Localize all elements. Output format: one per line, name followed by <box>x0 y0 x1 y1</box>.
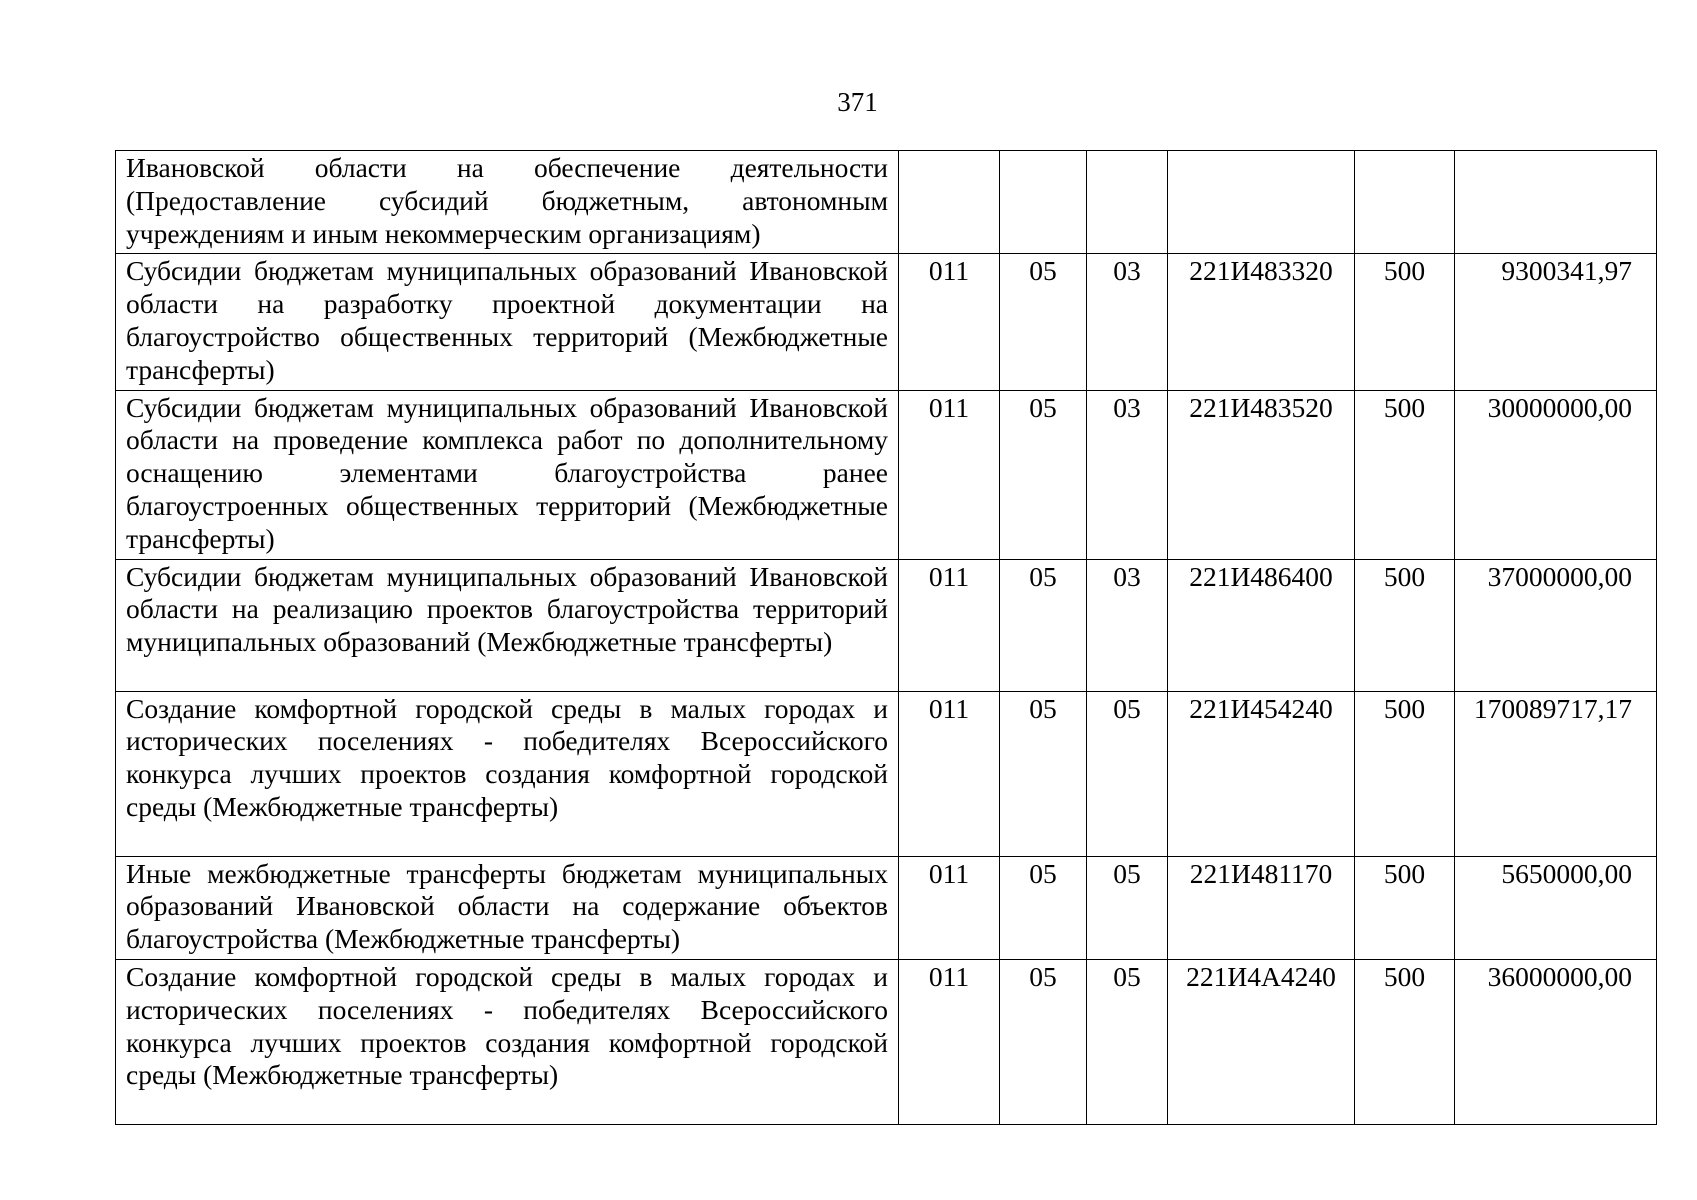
row-subsection-code: 03 <box>1087 390 1168 559</box>
row-section-code: 05 <box>1000 559 1087 691</box>
row-section-code: 05 <box>1000 856 1087 959</box>
row-expense-type: 500 <box>1355 559 1455 691</box>
row-description: Иные межбюджетные трансферты бюджетам муниципальных образований Ивановской области на содержание объектов благоустройства (Межбюджетные трансферты) <box>116 856 899 959</box>
row-subsection-code: 05 <box>1087 959 1168 1124</box>
row-ministry-code: 011 <box>899 691 1000 856</box>
row-subsection-code <box>1087 151 1168 254</box>
table-row <box>116 559 1657 691</box>
row-target-article: 221И4А4240 <box>1168 959 1355 1124</box>
table-row <box>116 254 1657 390</box>
row-amount: 170089717,17 <box>1455 691 1657 856</box>
row-subsection-code: 05 <box>1087 691 1168 856</box>
table-row <box>116 151 1657 254</box>
row-expense-type: 500 <box>1355 254 1455 390</box>
row-description: Создание комфортной городской среды в малых городах и исторических поселениях - победителях Всероссийского конкурса лучших проектов создания комфортной городской среды (Межбюджетные трансферты) <box>116 691 899 856</box>
row-expense-type: 500 <box>1355 856 1455 959</box>
row-expense-type: 500 <box>1355 390 1455 559</box>
row-target-article: 221И483520 <box>1168 390 1355 559</box>
row-subsection-code: 03 <box>1087 254 1168 390</box>
row-ministry-code: 011 <box>899 959 1000 1124</box>
table-row <box>116 390 1657 559</box>
table-row <box>116 691 1657 856</box>
row-ministry-code: 011 <box>899 559 1000 691</box>
row-amount <box>1455 151 1657 254</box>
row-target-article <box>1168 151 1355 254</box>
row-ministry-code <box>899 151 1000 254</box>
row-ministry-code: 011 <box>899 390 1000 559</box>
row-expense-type <box>1355 151 1455 254</box>
row-expense-type: 500 <box>1355 959 1455 1124</box>
row-section-code <box>1000 151 1087 254</box>
row-description: Создание комфортной городской среды в малых городах и исторических поселениях - победителях Всероссийского конкурса лучших проектов создания комфортной городской среды (Межбюджетные трансферты) <box>116 959 899 1124</box>
row-section-code: 05 <box>1000 691 1087 856</box>
row-section-code: 05 <box>1000 959 1087 1124</box>
row-amount: 5650000,00 <box>1455 856 1657 959</box>
row-target-article: 221И483320 <box>1168 254 1355 390</box>
row-expense-type: 500 <box>1355 691 1455 856</box>
row-amount: 30000000,00 <box>1455 390 1657 559</box>
row-target-article: 221И481170 <box>1168 856 1355 959</box>
row-description: Субсидии бюджетам муниципальных образований Ивановской области на разработку проектной документации на благоустройство общественных территорий (Межбюджетные трансферты) <box>116 254 899 390</box>
table-row <box>116 856 1657 959</box>
row-target-article: 221И486400 <box>1168 559 1355 691</box>
row-amount: 36000000,00 <box>1455 959 1657 1124</box>
row-amount: 37000000,00 <box>1455 559 1657 691</box>
row-target-article: 221И454240 <box>1168 691 1355 856</box>
page-number: 371 <box>837 87 878 117</box>
row-ministry-code: 011 <box>899 856 1000 959</box>
row-subsection-code: 03 <box>1087 559 1168 691</box>
row-amount: 9300341,97 <box>1455 254 1657 390</box>
row-description: Субсидии бюджетам муниципальных образований Ивановской области на проведение комплекса работ по дополнительному оснащению элементами благоустройства ранее благоустроенных общественных территорий (Межбюджетные трансферты) <box>116 390 899 559</box>
row-subsection-code: 05 <box>1087 856 1168 959</box>
row-ministry-code: 011 <box>899 254 1000 390</box>
row-section-code: 05 <box>1000 254 1087 390</box>
row-description: Ивановской области на обеспечение деятельности (Предоставление субсидий бюджетным, автономным учреждениям и иным некоммерческим организациям) <box>116 151 899 254</box>
table-row <box>116 959 1657 1124</box>
row-description: Субсидии бюджетам муниципальных образований Ивановской области на реализацию проектов благоустройства территорий муниципальных образований (Межбюджетные трансферты) <box>116 559 899 691</box>
budget-table <box>115 150 1657 1125</box>
row-section-code: 05 <box>1000 390 1087 559</box>
